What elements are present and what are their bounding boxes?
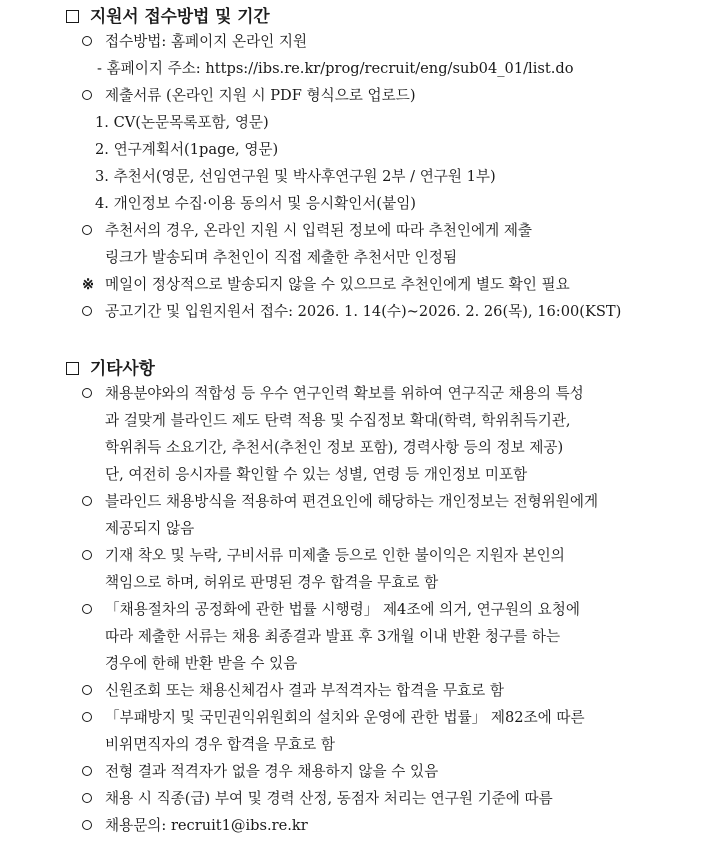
list-item-text: 「채용절차의 공정화에 관한 법률 시행령」 제4조에 의거, 연구원의 요청에 xyxy=(105,601,580,618)
list-item xyxy=(82,546,565,566)
list-item-text: 3. 추천서(영문, 선임연구원 및 박사후연구원 2부 / 연구원 1부) xyxy=(95,168,496,185)
list-item xyxy=(97,59,574,79)
list-item-text: 블라인드 채용방식을 적용하여 편견요인에 해당하는 개인정보는 전형위원에게 xyxy=(105,493,599,510)
list-item xyxy=(82,302,621,322)
list-item xyxy=(105,573,438,593)
list-item xyxy=(105,438,563,458)
list-item xyxy=(82,221,532,241)
list-item-text: 2. 연구계획서(1page, 영문) xyxy=(95,141,279,158)
circle-bullet-icon xyxy=(82,685,92,695)
list-item xyxy=(82,492,598,512)
list-item-text: 추천서의 경우, 온라인 지원 시 입력된 정보에 따라 추천인에게 제출 xyxy=(105,222,533,239)
list-item-text: 1. CV(논문목록포함, 영문) xyxy=(95,114,269,131)
list-item xyxy=(82,384,584,404)
circle-bullet-icon xyxy=(82,766,92,776)
list-item xyxy=(82,32,307,52)
circle-bullet-icon xyxy=(82,496,92,506)
list-item-text: 기재 착오 및 누락, 구비서류 미제출 등으로 인한 불이익은 지원자 본인의 xyxy=(105,547,565,564)
note-text: 메일이 정상적으로 발송되지 않을 수 있으므로 추천인에게 별도 확인 필요 xyxy=(105,276,570,293)
list-item-text: 과 걸맞게 블라인드 제도 탄력 적용 및 수집정보 확대(학력, 학위취득기관, xyxy=(105,412,571,429)
list-item xyxy=(82,600,580,620)
section-heading-text: 기타사항 xyxy=(90,358,155,378)
list-item xyxy=(95,167,496,187)
list-item-text: - 홈페이지 주소: https://ibs.re.kr/prog/recruit/eng/sub04_01/list.do xyxy=(97,60,574,77)
list-item xyxy=(105,465,527,485)
list-item xyxy=(82,708,585,728)
circle-bullet-icon xyxy=(82,90,92,100)
list-item-text: 접수방법: 홈페이지 온라인 지원 xyxy=(105,33,308,50)
list-item-text: 제출서류 (온라인 지원 시 PDF 형식으로 업로드) xyxy=(105,87,416,104)
list-item-text: 책임으로 하며, 허위로 판명된 경우 합격을 무효로 함 xyxy=(105,574,439,591)
circle-bullet-icon xyxy=(82,604,92,614)
list-item-text: 학위취득 소요기간, 추천서(추천인 정보 포함), 경력사항 등의 정보 제공) xyxy=(105,439,564,456)
section-heading-text: 지원서 접수방법 및 기간 xyxy=(90,6,270,26)
list-item xyxy=(95,113,269,133)
circle-bullet-icon xyxy=(82,712,92,722)
list-item xyxy=(82,789,553,809)
list-item xyxy=(82,86,416,106)
circle-bullet-icon xyxy=(82,306,92,316)
list-item-text: 신원조회 또는 채용신체검사 결과 부적격자는 합격을 무효로 함 xyxy=(105,682,505,699)
list-item-text: 따라 제출한 서류는 채용 최종결과 발표 후 3개월 이내 반환 청구를 하는 xyxy=(105,628,561,645)
list-item-text: 경우에 한해 반환 받을 수 있음 xyxy=(105,655,298,672)
list-item-text: 채용 시 직종(급) 부여 및 경력 산정, 동점자 처리는 연구원 기준에 따름 xyxy=(105,790,553,807)
list-item xyxy=(105,411,571,431)
list-item xyxy=(95,194,416,214)
circle-bullet-icon xyxy=(82,550,92,560)
checkbox-square-icon xyxy=(66,10,79,23)
list-item-text: 전형 결과 적격자가 없을 경우 채용하지 않을 수 있음 xyxy=(105,763,439,780)
list-item-text: 제공되지 않음 xyxy=(105,520,195,537)
list-item-text: 비위면직자의 경우 합격을 무효로 함 xyxy=(105,736,336,753)
list-item xyxy=(105,627,560,647)
reference-mark-icon: ※ xyxy=(82,276,95,293)
circle-bullet-icon xyxy=(82,36,92,46)
list-item xyxy=(105,248,457,268)
list-item-text: 채용문의: recruit1@ibs.re.kr xyxy=(105,817,308,834)
list-item-text: 「부패방지 및 국민권익위원회의 설치와 운영에 관한 법률」 제82조에 따른 xyxy=(105,709,585,726)
list-item xyxy=(95,140,278,160)
list-item-text: 4. 개인정보 수집·이용 동의서 및 응시확인서(붙임) xyxy=(95,195,417,212)
note-item xyxy=(82,275,570,295)
section-heading-other xyxy=(66,357,155,379)
list-item xyxy=(82,816,308,836)
circle-bullet-icon xyxy=(82,388,92,398)
list-item xyxy=(82,762,438,782)
list-item xyxy=(105,735,335,755)
circle-bullet-icon xyxy=(82,225,92,235)
checkbox-square-icon xyxy=(66,362,79,375)
list-item xyxy=(82,681,504,701)
section-heading-application xyxy=(66,5,270,27)
list-item xyxy=(105,654,297,674)
list-item-text: 링크가 발송되며 추천인이 직접 제출한 추천서만 인정됨 xyxy=(105,249,458,266)
list-item xyxy=(105,519,194,539)
list-item-text: 공고기간 및 입원지원서 접수: 2026. 1. 14(수)~2026. 2. 26(목), 16:00(KST) xyxy=(105,303,622,320)
circle-bullet-icon xyxy=(82,793,92,803)
circle-bullet-icon xyxy=(82,820,92,830)
list-item-text: 단, 여전히 응시자를 확인할 수 있는 성별, 연령 등 개인정보 미포함 xyxy=(105,466,528,483)
list-item-text: 채용분야와의 적합성 등 우수 연구인력 확보를 위하여 연구직군 채용의 특성 xyxy=(105,385,584,402)
